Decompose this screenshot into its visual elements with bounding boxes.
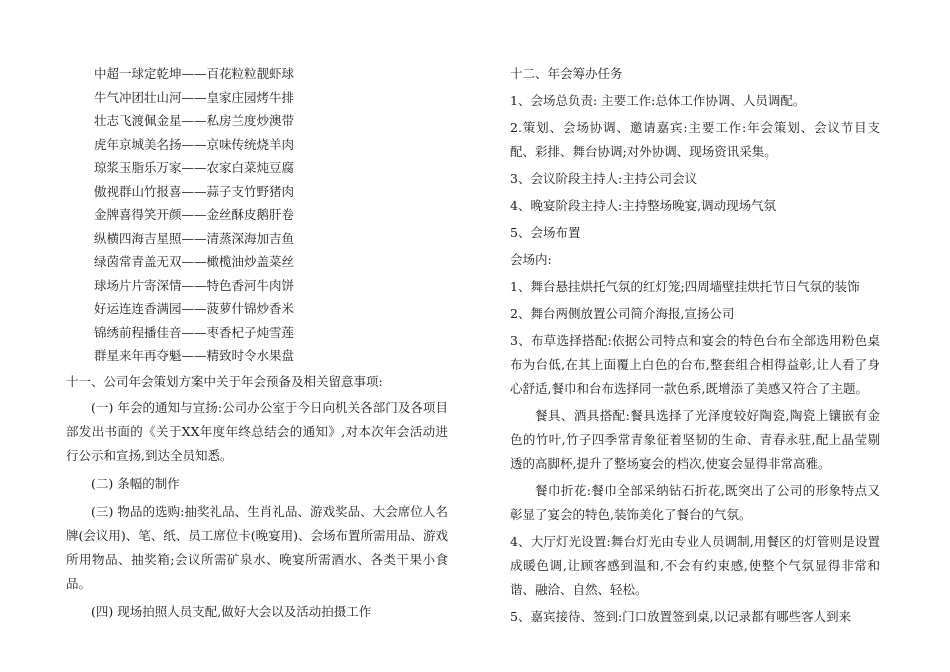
right-column — [510, 62, 880, 629]
menu-dish: 群星来年再夺魁——精致时令水果盘 — [94, 348, 295, 363]
task-item: 4、大厅灯光设置:舞台灯光由专业人员调制,用餐区的灯管则是设置成暖色调,让顾客感到温和,不会有约束感,使整个气氛显得非常和谐、融洽、自然、轻松。 — [510, 534, 880, 597]
menu-dish-list — [66, 62, 448, 368]
menu-dish: 傲视群山竹报喜——蒜子支竹野猪肉 — [94, 183, 295, 199]
menu-dish: 好运连连香满园——菠萝什锦炒香米 — [94, 301, 295, 316]
menu-dish: 虎年京城美名扬——京味传统烧羊肉 — [94, 136, 295, 152]
task-item: 1、会场总负责: 主要工作:总体工作协调、人员调配。 — [510, 93, 806, 108]
menu-dish: 牛气冲团壮山河——皇家庄园烤牛排 — [94, 89, 295, 105]
task-item: 5、会场布置 — [510, 225, 581, 240]
section-heading-11: 十一、公司年会策划方案中关于年会预备及相关留意事项: — [66, 373, 383, 389]
menu-dish: 壮志飞渡佩金星——私房兰度炒澳带 — [94, 113, 295, 128]
paragraph-notice: (一) 年会的通知与宣扬:公司办公室于今日向机关各部门及各项目部发出书面的《关于XX年度年终总结会的通知》,对本次年会活动进行公示和宣扬,到达全员知悉。 — [66, 399, 448, 463]
task-item: 3、布草选择搭配:依据公司特点和宴会的特色台布全部选用粉色桌布为台低,在其上面覆上白色的台布,整套组合相得益彰,让人看了身心舒适,餐巾和台布选择同一款色系,既增添了美感又符合了主题。 — [510, 333, 880, 396]
menu-dish: 金牌喜得笑开颜——金丝酥皮鹅肝卷 — [94, 207, 295, 222]
left-column — [66, 62, 448, 624]
task-item: 5、嘉宾接待、签到:门口放置签到桌,以记录都有哪些客人到来 — [510, 609, 852, 624]
menu-dish: 纵横四海吉星照——清蒸深海加吉鱼 — [94, 230, 295, 246]
section-heading-12: 十二、年会筹办任务 — [510, 66, 623, 81]
task-item: 1、舞台悬挂烘托气氛的红灯笼;四周墙壁挂烘托节日气氛的装饰 — [510, 279, 860, 294]
menu-dish: 中超一球定乾坤——百花粒粒靓虾球 — [94, 66, 295, 81]
paragraph-photography: (四) 现场拍照人员支配,做好大会以及活动拍摄工作 — [91, 603, 372, 619]
task-item: 餐巾折花:餐巾全部采纳钻石折花,既突出了公司的形象特点又彰显了宴会的特色,装饰美化了餐台的气氛。 — [510, 483, 880, 522]
task-item: 餐具、酒具搭配:餐具选择了光泽度较好陶瓷,陶瓷上镶嵌有金色的竹叶,竹子四季常青象征着坚韧的生命、青春永驻,配上晶莹剔透的高脚杯,提升了整场宴会的档次,使宴会显得非常高雅。 — [510, 408, 880, 471]
task-item: 会场内: — [510, 252, 552, 267]
task-item: 2、舞台两侧放置公司简介海报,宣扬公司 — [510, 306, 735, 321]
menu-dish: 球场片片寄深情——特色香河牛肉饼 — [94, 277, 295, 293]
paragraph-banner: (二) 条幅的制作 — [91, 475, 180, 491]
paragraph-purchase: (三) 物品的选购:抽奖礼品、生肖礼品、游戏奖品、大会席位人名牌(会议用)、笔、纸、员工席位卡(晚宴用)、会场布置所需用品、游戏所用物品、抽奖箱;会议所需矿泉水、晚宴所需酒水、各类干果小食品。 — [66, 503, 449, 591]
menu-dish: 锦绣前程播佳音——枣香杞子炖雪莲 — [94, 324, 295, 340]
menu-dish: 琼浆玉脂乐万家——农家白菜炖豆腐 — [94, 160, 295, 175]
menu-dish: 绿茵常青盖无双——橄榄油炒盖菜丝 — [94, 254, 295, 269]
task-item: 3、会议阶段主持人:主持公司会议 — [510, 171, 698, 186]
task-item: 2.策划、会场协调、邀请嘉宾:主要工作:年会策划、会议节目支配、彩排、舞台协调;对外协调、现场资讯采集。 — [510, 120, 880, 159]
task-item: 4、晚宴阶段主持人:主持整场晚宴,调动现场气氛 — [510, 198, 777, 213]
